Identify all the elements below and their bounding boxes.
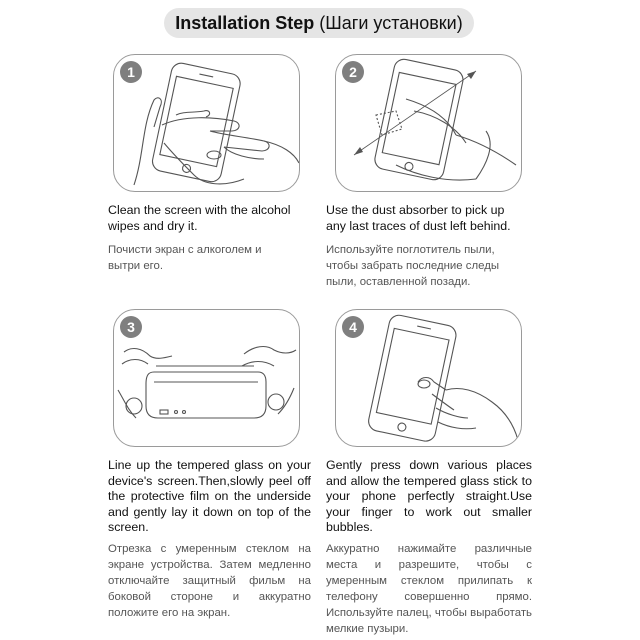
phone-cleaning-icon — [114, 55, 299, 191]
step-4-instruction-en: Gently press down various places and allow the tempered glass stick to your phone perfectly straight.Use your finger to work out smaller bubbles. — [326, 458, 532, 534]
step-number-badge: 4 — [342, 316, 364, 338]
step-3-instruction-ru: Отрезка с умеренным стеклом на экране устройства. Затем медленно отключайте защитный фильм на боковой стороне и аккуратно положите его на экран. — [108, 543, 311, 619]
step-1-instruction-ru: Почисти экран с алкоголем и вытри его. — [108, 244, 262, 272]
glass-alignment-icon — [114, 310, 299, 446]
step-4-illustration — [335, 309, 522, 447]
title-en: Installation Step — [175, 12, 315, 33]
step-2-instruction-ru: Используйте поглотитель пыли, чтобы забрать последние следы пыли, оставленной позади. — [326, 244, 500, 288]
step-number-badge: 2 — [342, 61, 364, 83]
step-number-badge: 3 — [120, 316, 142, 338]
step-3-instruction-en: Line up the tempered glass on your device's screen.Then,slowly peel off the protective film on the underside and gently lay it down on top of the screen. — [108, 458, 311, 534]
title-ru: (Шаги установки) — [319, 12, 463, 33]
step-2-instruction-en: Use the dust absorber to pick up any last traces of dust left behind. — [326, 203, 511, 233]
step-1-instruction-en: Clean the screen with the alcohol wipes and dry it. — [108, 203, 291, 233]
step-3-illustration — [113, 309, 300, 447]
dust-absorber-icon — [336, 55, 521, 191]
step-1-illustration — [113, 54, 300, 192]
press-glass-icon — [336, 310, 521, 446]
step-4-instruction-ru: Аккуратно нажимайте различные места и разрешите, чтобы с умеренным стеклом прилипать к телефону совершенно прямо. Используйте палец, чтобы выработать мелкие пузыри. — [326, 543, 532, 635]
step-2-illustration — [335, 54, 522, 192]
step-number-badge: 1 — [120, 61, 142, 83]
page-title — [164, 8, 474, 38]
